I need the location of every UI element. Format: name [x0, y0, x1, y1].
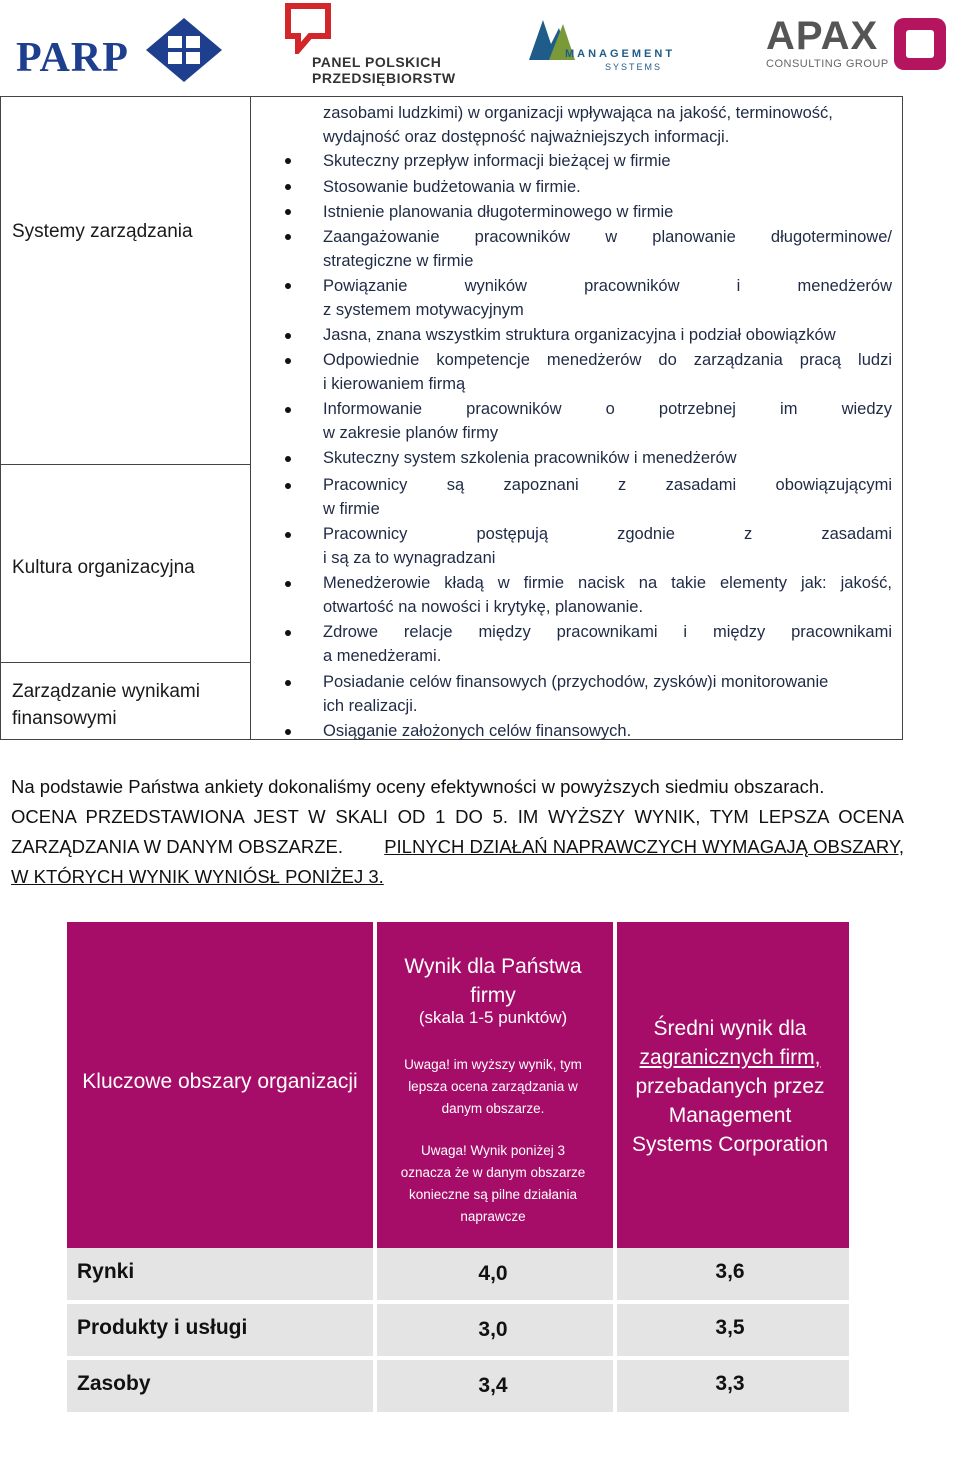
list-item-text: ich realizacji.	[323, 697, 418, 715]
category-zarzadzanie-wynikami-line1: Zarządzanie wynikami	[12, 681, 200, 702]
paragraph-line: OCENA PRZEDSTAWIONA JEST W SKALI OD 1 DO 5. IM WYŻSZY WYNIK, TYM LEPSZA OCENA	[11, 806, 904, 827]
header-average-line: Średni wynik dla	[653, 1017, 807, 1040]
paragraph-underlined-text: W KTÓRYCH WYNIK WYNIÓSŁ PONIŻEJ 3.	[11, 866, 384, 887]
bullet-icon	[285, 581, 291, 587]
header-average-line: zagranicznych firm,	[639, 1046, 821, 1069]
row-area: Produkty i usługi	[77, 1316, 248, 1339]
row-company-score: 3,0	[478, 1318, 508, 1341]
list-item-text: Jasna, znana wszystkim struktura organizacyjna i podział obowiązków	[323, 326, 836, 344]
list-item-text: Stosowanie budżetowania w firmie.	[323, 178, 581, 196]
list-item-text: Pracownicy postępują zgodnie z zasadami	[323, 525, 892, 543]
header-note-below-three	[387, 1140, 599, 1466]
list-item-text: Osiąganie założonych celów finansowych.	[323, 722, 632, 740]
apax-consulting-logo	[762, 14, 952, 74]
category-systemy-zarzadzania: Systemy zarządzania	[12, 221, 193, 242]
list-item-text: zasobami ludzkimi) w organizacji wpływająca na jakość, terminowość,	[323, 104, 833, 122]
bullet-icon	[285, 184, 291, 190]
bullet-icon	[285, 456, 291, 462]
parp-logo-mark	[146, 18, 222, 82]
bullet-icon	[285, 333, 291, 339]
list-item-text: i są za to wynagradzani	[323, 549, 496, 567]
bullet-icon	[285, 158, 291, 164]
list-item-text: Posiadanie celów finansowych (przychodów, zysków)i monitorowanie	[323, 673, 829, 691]
row-area: Rynki	[77, 1260, 135, 1283]
bullet-icon	[285, 630, 291, 636]
header-logos	[0, 0, 960, 92]
list-item-text: Powiązanie wyników pracowników i menedżerów	[323, 277, 892, 295]
list-item-text: i kierowaniem firmą	[323, 375, 466, 393]
list-item-text: w zakresie planów firmy	[323, 424, 499, 442]
header-result-scale: (skala 1-5 punktów)	[418, 1008, 568, 1027]
table-row-divider	[1, 662, 250, 663]
paragraph-underlined-text: PILNYCH DZIAŁAŃ NAPRAWCZYCH WYMAGAJĄ OBSZARY,	[384, 836, 904, 857]
list-item-text: Zdrowe relacje między pracownikami i między pracownikami	[323, 623, 892, 641]
row-company-score: 4,0	[478, 1262, 508, 1285]
ms-logo-line2: SYSTEMS	[605, 62, 663, 72]
row-average-score: 3,3	[715, 1372, 745, 1395]
bullet-icon	[285, 483, 291, 489]
paragraph-line	[11, 832, 904, 862]
bullet-icon	[285, 209, 291, 215]
apax-logo-subtext: CONSULTING GROUP	[766, 58, 889, 70]
header-average-line: Management	[668, 1104, 792, 1127]
bullet-icon	[285, 532, 291, 538]
list-item-text: strategiczne w firmie	[323, 252, 474, 270]
note-line: danym obszarze.	[441, 1101, 545, 1116]
list-item-text: wydajność oraz dostępność najważniejszych informacji.	[323, 128, 730, 146]
header-key-areas: Kluczowe obszary organizacji	[82, 1070, 358, 1093]
row-average-score: 3,5	[715, 1316, 745, 1339]
header-result-title-line: Wynik dla Państwa	[404, 955, 582, 978]
row-area: Zasoby	[77, 1372, 151, 1395]
category-zarzadzanie-wynikami-line2: finansowymi	[12, 708, 117, 729]
ppp-logo-line1: PANEL POLSKICH	[312, 54, 442, 70]
header-average-line: przebadanych przez	[635, 1075, 825, 1098]
list-item-text: Skuteczny system szkolenia pracowników i menedżerów	[323, 449, 737, 467]
apax-logo-mark	[894, 18, 946, 70]
bullet-icon	[285, 358, 291, 364]
score-table-header	[67, 922, 849, 1248]
parp-logo-text: PARP	[16, 35, 129, 81]
list-item-text: Menedżerowie kładą w firmie nacisk na takie elementy jak: jakość,	[323, 574, 892, 592]
list-item-text: Zaangażowanie pracowników w planowanie długoterminowe/	[323, 228, 892, 246]
header-result-title-line: firmy	[470, 984, 516, 1007]
note-line: konieczne są pilne działania	[408, 1187, 578, 1202]
note-line: Uwaga! im wyższy wynik, tym	[404, 1057, 582, 1072]
list-item-text: Istnienie planowania długoterminowego w firmie	[323, 203, 674, 221]
parp-logo	[16, 16, 216, 86]
row-company-score: 3,4	[478, 1374, 508, 1397]
paragraph-line	[11, 862, 904, 892]
table-column-divider	[250, 97, 251, 739]
evaluation-criteria-table	[0, 96, 903, 740]
table-row-divider	[1, 464, 250, 465]
bullet-icon	[285, 234, 291, 240]
note-line: Uwaga! Wynik poniżej 3	[421, 1143, 565, 1158]
panel-polskich-przedsiebiorstw-logo	[282, 2, 462, 88]
paragraph-line: Na podstawie Państwa ankiety dokonaliśmy oceny efektywności w powyższych siedmiu obszarach.	[11, 776, 825, 797]
bullet-icon	[285, 283, 291, 289]
bullet-icon	[285, 729, 291, 735]
list-item-text: Skuteczny przepływ informacji bieżącej w firmie	[323, 152, 671, 170]
list-item-text: otwartość na nowości i krytykę, planowanie.	[323, 598, 644, 616]
header-average-line: Systems Corporation	[631, 1133, 829, 1156]
list-item-text: a menedżerami.	[323, 647, 442, 665]
table-row	[67, 1304, 849, 1356]
management-systems-logo	[523, 14, 693, 84]
bullet-icon	[285, 407, 291, 413]
paragraph-text: ZARZĄDZANIA W DANYM OBSZARZE.	[11, 836, 343, 857]
ppp-logo-line2: PRZEDSIĘBIORSTW	[312, 70, 456, 86]
category-kultura-organizacyjna: Kultura organizacyjna	[12, 557, 195, 578]
apax-logo-text: APAX	[766, 14, 879, 58]
table-row	[67, 1248, 849, 1300]
list-item-text: Pracownicy są zapoznani z zasadami obowiązującymi	[323, 476, 892, 494]
list-item-text: w firmie	[323, 500, 380, 518]
list-item-text: z systemem motywacyjnym	[323, 301, 524, 319]
list-item-text: Informowanie pracowników o potrzebnej im wiedzy	[323, 400, 892, 418]
note-line: lepsza ocena zarządzania w	[408, 1079, 578, 1094]
table-row	[67, 1360, 849, 1412]
row-average-score: 3,6	[715, 1260, 745, 1283]
ms-logo-line1: MANAGEMENT	[565, 48, 676, 60]
note-line: naprawcze	[460, 1209, 526, 1224]
list-item-text: Odpowiednie kompetencje menedżerów do zarządzania pracą ludzi	[323, 351, 892, 369]
note-line: oznacza że w danym obszarze	[400, 1165, 586, 1180]
ppp-logo-mark	[284, 2, 332, 54]
bullet-icon	[285, 680, 291, 686]
